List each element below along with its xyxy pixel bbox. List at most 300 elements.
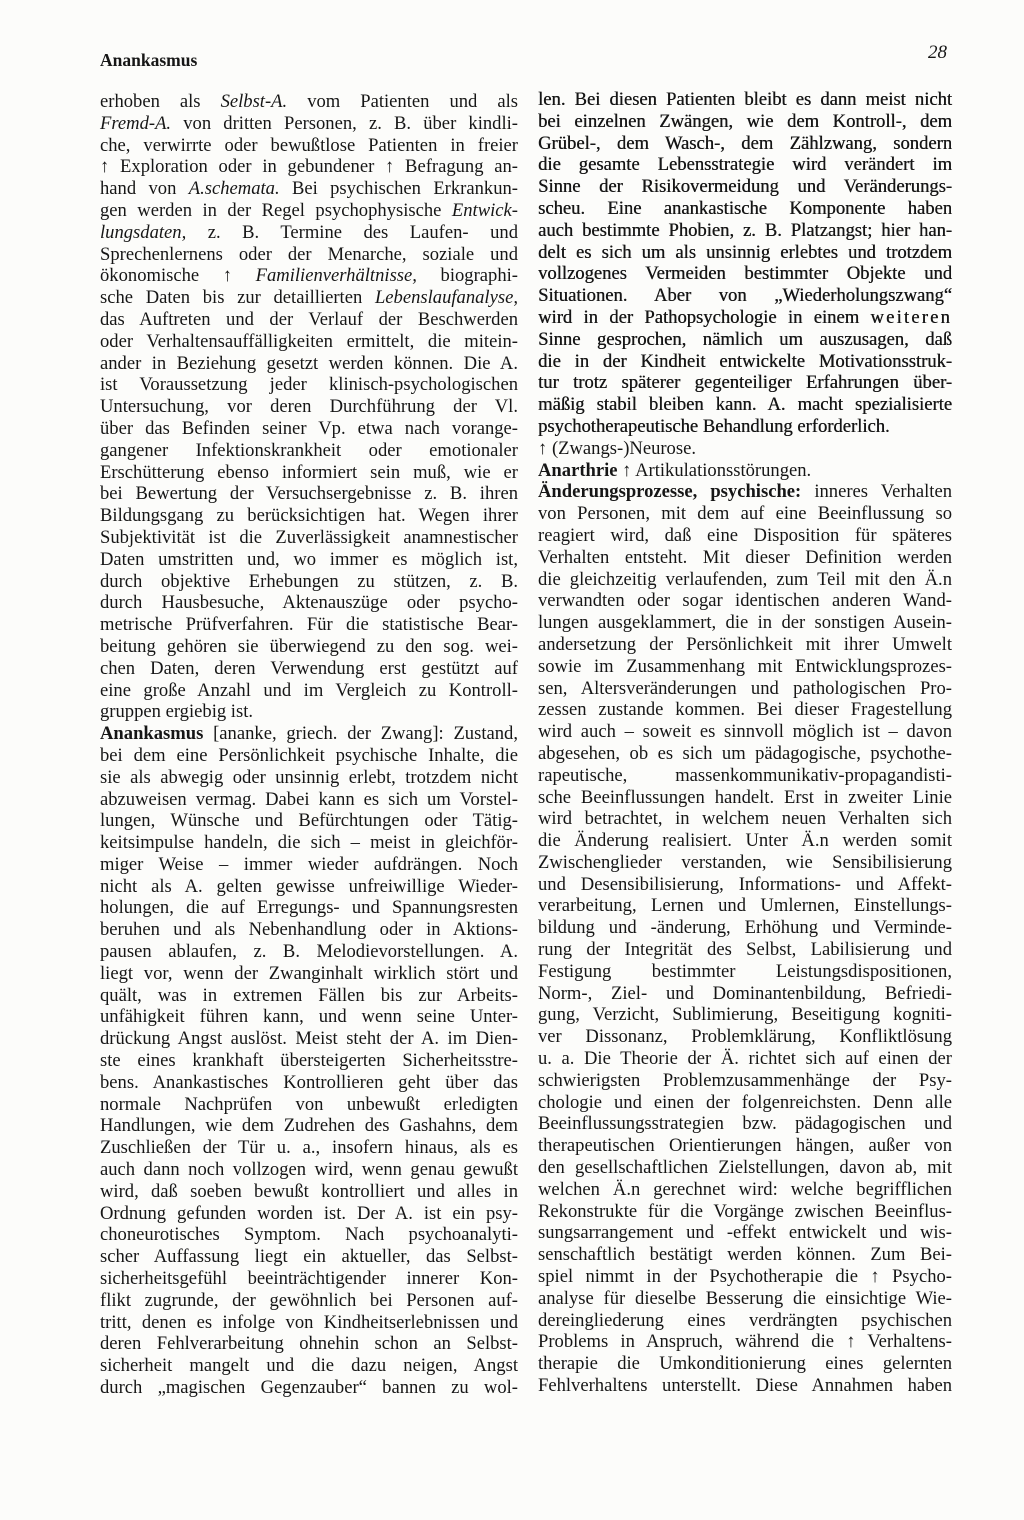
line-content bbox=[100, 592, 518, 613]
text-line bbox=[538, 808, 952, 830]
line-content bbox=[538, 983, 952, 1004]
text-line bbox=[538, 721, 952, 743]
line-content bbox=[538, 176, 952, 197]
line-content bbox=[100, 1006, 518, 1027]
text-line bbox=[100, 1246, 518, 1268]
text-run: die gleichzeitig verlaufenden, zum Teil mit den Ä.n bbox=[538, 568, 952, 590]
line-content bbox=[538, 198, 952, 219]
text-line bbox=[538, 525, 952, 547]
text-run: analyse für dieselbe Besserung die einsichtige Wie- bbox=[538, 1287, 952, 1309]
text-run: sche Daten bis zur detaillierten bbox=[100, 287, 375, 309]
line-content bbox=[538, 1135, 952, 1156]
text-line bbox=[100, 244, 518, 266]
text-line bbox=[100, 985, 518, 1007]
text-line bbox=[100, 1072, 518, 1094]
text-run: scher Auffassung liegt ein aktueller, das Selbst- bbox=[100, 1246, 518, 1268]
text-run: den gesellschaftlichen Zielstellungen, davon ab, mit bbox=[538, 1157, 952, 1179]
text-line bbox=[538, 351, 952, 373]
line-content bbox=[538, 416, 890, 437]
line-content bbox=[538, 329, 952, 350]
text-run: Ordnung gefunden worden ist. Der A. ist ein psy- bbox=[100, 1202, 518, 1224]
text-line bbox=[100, 745, 518, 767]
line-content bbox=[538, 1222, 952, 1243]
text-run: bens. Anankastisches Kontrollieren geht über das bbox=[100, 1071, 518, 1093]
line-content bbox=[100, 1050, 518, 1071]
right-column bbox=[538, 89, 952, 1397]
text-run: lungen ausgeklammert, die in der sonstigen Ausein- bbox=[538, 612, 952, 634]
text-run: die gesamte Lebensstrategie wird verändert im bbox=[538, 154, 952, 176]
text-line bbox=[100, 1224, 518, 1246]
line-content bbox=[538, 547, 952, 568]
line-content bbox=[538, 1310, 952, 1331]
text-run: wird auch – soweit es sinnvoll möglich ist – davon bbox=[538, 721, 952, 743]
text-line bbox=[538, 1244, 952, 1266]
text-run: auch dann noch vollzogen wird, wenn genau gewußt bbox=[100, 1159, 518, 1181]
line-content bbox=[538, 285, 952, 306]
line-content bbox=[538, 1157, 952, 1178]
line-content bbox=[538, 1026, 952, 1047]
text-run: abgesehen, ob es sich um pädagogische, psychothe- bbox=[538, 742, 952, 764]
italic-term: Fremd-A. bbox=[100, 112, 172, 134]
text-run: andersetzung der Persönlichkeit mit ihrer Umwelt bbox=[538, 633, 952, 655]
text-run: wird in der Pathopsychologie in einem bbox=[538, 306, 871, 328]
text-run: dereingliederung eines verdrängten psychischen bbox=[538, 1309, 952, 1331]
line-content bbox=[100, 1137, 518, 1158]
text-line bbox=[538, 133, 952, 155]
line-content bbox=[100, 287, 518, 308]
text-run: len. Bei diesen Patienten bleibt es dann meist nicht bbox=[538, 89, 952, 110]
line-content bbox=[538, 569, 952, 590]
text-line bbox=[100, 680, 518, 702]
text-line bbox=[100, 200, 518, 222]
text-line bbox=[538, 1266, 952, 1288]
text-line bbox=[100, 636, 518, 658]
text-line bbox=[538, 1375, 952, 1397]
text-line bbox=[100, 396, 518, 418]
text-line bbox=[100, 287, 518, 309]
text-line bbox=[538, 111, 952, 133]
text-line bbox=[100, 91, 518, 113]
line-content bbox=[538, 1179, 952, 1200]
text-line bbox=[100, 374, 518, 396]
text-run: Norm-, Ziel- und Dominantenbildung, Befriedi- bbox=[538, 982, 952, 1004]
text-run: Beeinflussungsstrategien bzw. pädagogischen und bbox=[538, 1113, 952, 1135]
line-content bbox=[100, 985, 518, 1006]
text-run: vom Patienten und als bbox=[287, 91, 519, 112]
page-number: 28 bbox=[928, 42, 947, 63]
text-run: choneurotisches Symptom. Nach psychoanalyti- bbox=[100, 1224, 518, 1246]
line-content bbox=[538, 1004, 952, 1025]
text-line bbox=[538, 154, 952, 176]
text-run: ist Voraussetzung jeder klinisch-psychologischen bbox=[100, 374, 518, 396]
headword: Anarthrie bbox=[538, 459, 618, 481]
line-content bbox=[538, 939, 952, 960]
headword: Änderungsprozesse, psychische: bbox=[538, 481, 802, 503]
text-line bbox=[538, 939, 952, 961]
text-run: oder Verhaltensauffälligkeiten ermittelt, die mitein- bbox=[100, 330, 518, 352]
text-line bbox=[100, 658, 518, 680]
text-line bbox=[538, 1092, 952, 1114]
text-run: sche Beeinflussungen handelt. Erst in zweiter Linie bbox=[538, 786, 952, 808]
line-content bbox=[538, 1244, 952, 1265]
text-run: beitung gehören sie überwiegend zu den sog. wei- bbox=[100, 635, 518, 657]
text-line bbox=[100, 505, 518, 527]
text-run: Rekonstrukte für die Vorgänge zwischen Beeinflus- bbox=[538, 1200, 952, 1222]
text-run: reagiert wird, daß eine Disposition für späteres bbox=[538, 524, 952, 546]
text-run: gangener Infektionskrankheit oder emotionaler bbox=[100, 439, 518, 461]
line-content bbox=[538, 351, 952, 372]
line-content bbox=[100, 571, 518, 592]
line-content bbox=[100, 658, 518, 679]
line-content bbox=[100, 331, 518, 352]
text-line bbox=[538, 983, 952, 1005]
text-run: normale Nachprüfen von unbewußt erledigten bbox=[100, 1093, 518, 1115]
text-run: wird, daß soeben bewußt kontrolliert und alles in bbox=[100, 1180, 518, 1202]
text-run: liegt vor, wenn der Zwanginhalt wirklich stört und bbox=[100, 962, 518, 984]
text-line bbox=[538, 1026, 952, 1048]
text-line bbox=[538, 961, 952, 983]
text-line bbox=[100, 353, 518, 375]
line-content bbox=[100, 222, 518, 243]
line-content bbox=[538, 808, 952, 829]
line-content bbox=[538, 307, 952, 328]
line-content bbox=[100, 1312, 518, 1333]
text-line bbox=[100, 156, 518, 178]
text-run: Erschütterung ebenso informiert sein muß, wie er bbox=[100, 461, 518, 483]
line-content bbox=[100, 745, 518, 766]
text-run: tur trotz späterer gegenteiliger Erfahrungen über- bbox=[538, 372, 952, 394]
text-line bbox=[100, 723, 518, 745]
text-line bbox=[538, 1331, 952, 1353]
text-line bbox=[538, 1179, 952, 1201]
line-content bbox=[100, 113, 518, 134]
line-content bbox=[100, 854, 518, 875]
line-content bbox=[100, 1268, 518, 1289]
line-content bbox=[100, 919, 518, 940]
line-content bbox=[100, 396, 518, 417]
text-line bbox=[538, 481, 952, 503]
text-run: Sinne gesprochen, nämlich um auszusagen, daß bbox=[538, 328, 952, 350]
text-line bbox=[100, 789, 518, 811]
italic-term: lungsdaten, bbox=[100, 221, 187, 243]
text-run: Daten umstritten und, wo immer es möglich ist, bbox=[100, 548, 518, 570]
line-content bbox=[538, 1266, 952, 1287]
text-run: mäßig stabil bleiben kann. A. macht spezialisierte bbox=[538, 394, 952, 416]
text-run: deren Fehlverarbeitung ohnehin schon an Selbst- bbox=[100, 1333, 518, 1355]
line-content bbox=[100, 614, 518, 635]
line-content bbox=[538, 481, 952, 502]
text-line bbox=[538, 678, 952, 700]
text-line bbox=[100, 462, 518, 484]
text-run: chologie und einen der folgenreichsten. Denn alle bbox=[538, 1091, 952, 1113]
text-run: therapie die Umkonditionierung eines gelernten bbox=[538, 1353, 952, 1375]
line-content bbox=[100, 1159, 518, 1180]
text-run: die Änderung realisiert. Unter Ä.n werden somit bbox=[538, 830, 952, 852]
text-line bbox=[538, 699, 952, 721]
text-line bbox=[538, 1353, 952, 1375]
text-run: rapeutische, massenkommunikativ-propagandisti- bbox=[538, 764, 952, 786]
line-content bbox=[538, 895, 952, 916]
line-content bbox=[538, 438, 696, 459]
text-line bbox=[100, 178, 518, 200]
text-run: und Desensibilisierung, Informations- und Affekt- bbox=[538, 873, 952, 895]
text-run: durch objektive Erhebungen zu stützen, z. B. bbox=[100, 570, 518, 592]
line-content bbox=[100, 462, 518, 483]
text-run: über das Befinden seiner Vp. etwa nach vorange- bbox=[100, 417, 518, 439]
line-content bbox=[538, 460, 811, 481]
line-content bbox=[100, 723, 518, 744]
text-line bbox=[538, 372, 952, 394]
text-run: scheu. Eine anankastische Komponente haben bbox=[538, 197, 952, 219]
text-line bbox=[100, 1268, 518, 1290]
line-content bbox=[538, 1070, 952, 1091]
text-line bbox=[538, 743, 952, 765]
text-line bbox=[100, 331, 518, 353]
line-content bbox=[100, 1072, 518, 1093]
text-line bbox=[538, 1004, 952, 1026]
line-content bbox=[100, 353, 518, 374]
text-line bbox=[100, 222, 518, 244]
text-run: holungen, die auf Erregungs- und Spannungsresten bbox=[100, 897, 518, 919]
text-line bbox=[538, 590, 952, 612]
text-line bbox=[100, 1028, 518, 1050]
line-content bbox=[100, 1290, 518, 1311]
text-line bbox=[538, 787, 952, 809]
text-run: bei einzelnen Zwängen, wie dem Kontroll-, dem bbox=[538, 110, 952, 132]
line-content bbox=[538, 634, 952, 655]
text-run: spiel nimmt in der Psychotherapie die ↑ Psycho- bbox=[538, 1266, 952, 1288]
text-run: che, verwirrte oder bewußtlose Patienten in freier bbox=[100, 134, 518, 156]
text-line bbox=[538, 89, 952, 111]
line-content bbox=[538, 1092, 952, 1113]
text-run: therapeutischen Orientierungen hängen, außer von bbox=[538, 1135, 952, 1157]
line-content bbox=[538, 612, 952, 633]
text-line bbox=[538, 569, 952, 591]
text-run: unfähigkeit führen kann, und wenn seine Unter- bbox=[100, 1006, 518, 1028]
line-content bbox=[100, 1203, 518, 1224]
text-run: auch bestimmte Phobien, z. B. Platzangst; hier han- bbox=[538, 219, 952, 241]
text-run: durch „magischen Gegenzauber“ bannen zu wol- bbox=[100, 1377, 518, 1399]
text-line bbox=[100, 1203, 518, 1225]
text-line bbox=[538, 765, 952, 787]
text-line bbox=[100, 854, 518, 876]
text-line bbox=[100, 1181, 518, 1203]
text-run: Zuschließen der Tür u. a., insofern hinaus, als es bbox=[100, 1137, 518, 1159]
text-run: Problems in Anspruch, während die ↑ Verhaltens- bbox=[538, 1331, 952, 1353]
line-content bbox=[538, 874, 952, 895]
text-run: Untersuchung, vor deren Durchführung der Vl. bbox=[100, 396, 518, 418]
line-content bbox=[100, 309, 518, 330]
text-run: Festigung bestimmter Leistungsdispositionen, bbox=[538, 960, 952, 982]
headword: Anankasmus bbox=[100, 723, 204, 745]
text-line bbox=[100, 832, 518, 854]
text-line bbox=[100, 701, 518, 723]
line-content bbox=[100, 1115, 518, 1136]
line-content bbox=[538, 743, 952, 764]
text-run: nicht als A. gelten gewisse unfreiwillige Wieder- bbox=[100, 875, 518, 897]
text-run: lungen, Wünsche und Befürchtungen oder Tätig- bbox=[100, 810, 518, 832]
text-line bbox=[100, 113, 518, 135]
text-run: vollzogenes Vermeiden bestimmter Objekte und bbox=[538, 263, 952, 285]
line-content bbox=[100, 876, 518, 897]
text-line bbox=[538, 198, 952, 220]
text-line bbox=[538, 416, 952, 438]
italic-term: Familienverhältnisse, bbox=[255, 265, 417, 287]
text-run: abzuweisen vermag. Dabei kann es sich um Vorstel- bbox=[100, 788, 518, 810]
italic-term: Entwick- bbox=[451, 199, 518, 221]
text-line bbox=[538, 1310, 952, 1332]
text-line bbox=[538, 612, 952, 634]
text-run: sie als abwegig oder unsinnig erlebt, trotzdem nicht bbox=[100, 766, 518, 788]
line-content bbox=[100, 200, 518, 221]
text-line bbox=[538, 874, 952, 896]
line-content bbox=[100, 636, 518, 657]
text-run: welchen Ä.n gerechnet wird: welche begrifflichen bbox=[538, 1178, 952, 1200]
line-content bbox=[100, 1355, 518, 1376]
text-line bbox=[538, 1113, 952, 1135]
line-content bbox=[100, 374, 518, 395]
text-run: hand von bbox=[100, 178, 189, 200]
text-run: verwandten oder sogar identischen anderen Wand- bbox=[538, 590, 952, 612]
text-run: u. a. Die Theorie der Ä. richtet sich auf einen der bbox=[538, 1048, 952, 1070]
text-line bbox=[538, 1222, 952, 1244]
line-content bbox=[538, 372, 952, 393]
text-line bbox=[100, 549, 518, 571]
text-line bbox=[100, 963, 518, 985]
text-run: ↑ (Zwangs-)Neurose. bbox=[538, 437, 696, 459]
text-run: von Personen, mit dem auf eine Beeinflussung so bbox=[538, 503, 952, 525]
text-line bbox=[538, 242, 952, 264]
text-run: biographi- bbox=[416, 265, 518, 287]
text-run: flikt zugrunde, der gewöhnlich bei Personen auf- bbox=[100, 1289, 518, 1311]
line-content bbox=[538, 830, 952, 851]
line-content bbox=[538, 656, 952, 677]
line-content bbox=[538, 917, 952, 938]
line-content bbox=[100, 832, 518, 853]
text-run: sowie im Zusammenhang mit Entwicklungsprozes- bbox=[538, 655, 952, 677]
line-content bbox=[538, 590, 952, 611]
text-line bbox=[100, 767, 518, 789]
line-content bbox=[538, 961, 952, 982]
text-run: gen werden in der Regel psychophysische bbox=[100, 199, 452, 221]
text-run: Bildungsgang zu berücksichtigen hat. Wegen ihrer bbox=[100, 505, 518, 527]
text-line bbox=[538, 895, 952, 917]
text-run: von dritten Personen, z. B. über kindli- bbox=[171, 112, 518, 134]
text-line bbox=[100, 1115, 518, 1137]
text-run: schwierigsten Problemzusammenhänge der Psy- bbox=[538, 1069, 952, 1091]
line-content bbox=[538, 1048, 952, 1069]
text-line bbox=[100, 614, 518, 636]
text-run: miger Weise – immer wieder aufdrängen. Noch bbox=[100, 853, 518, 875]
text-line bbox=[538, 220, 952, 242]
line-content bbox=[100, 91, 518, 112]
line-content bbox=[538, 394, 952, 415]
text-line bbox=[538, 176, 952, 198]
text-line bbox=[100, 1333, 518, 1355]
text-line bbox=[538, 1048, 952, 1070]
line-content bbox=[538, 154, 952, 175]
text-line bbox=[100, 527, 518, 549]
line-content bbox=[538, 503, 952, 524]
left-column bbox=[100, 91, 518, 1399]
text-line bbox=[538, 307, 952, 329]
text-run: wird betrachtet, in welchem neuen Verhalten sich bbox=[538, 808, 952, 830]
text-run: Sprechenlernens oder der Menarche, soziale und bbox=[100, 243, 518, 265]
text-run: beruhen und als Nebenhandlung oder in Aktions- bbox=[100, 919, 518, 941]
text-line bbox=[538, 656, 952, 678]
text-run: senschaftlich bestätigt werden können. Zum Bei- bbox=[538, 1244, 952, 1266]
line-content bbox=[538, 242, 952, 263]
line-content bbox=[100, 1181, 518, 1202]
line-content bbox=[100, 767, 518, 788]
line-content bbox=[100, 789, 518, 810]
text-run: ↑ Artikulationsstörungen. bbox=[617, 459, 812, 481]
text-line bbox=[100, 440, 518, 462]
text-run: verarbeitung, Lernen und Umlernen, Einstellungs- bbox=[538, 895, 952, 917]
line-content bbox=[100, 810, 518, 831]
line-content bbox=[100, 527, 518, 548]
line-content bbox=[538, 1375, 952, 1396]
text-run: ver Dissonanz, Problemklärung, Konfliktlösung bbox=[538, 1026, 952, 1048]
text-line bbox=[100, 810, 518, 832]
text-run: erhoben als bbox=[100, 91, 221, 112]
text-run: pausen ablaufen, z. B. Melodievorstellungen. A. bbox=[100, 941, 518, 963]
text-line bbox=[100, 1050, 518, 1072]
line-content bbox=[538, 111, 952, 132]
text-line bbox=[100, 592, 518, 614]
text-run: rung der Integrität des Selbst, Labilisierung und bbox=[538, 939, 952, 961]
text-run: keitsimpulse handeln, die sich – meist in gleichför- bbox=[100, 832, 518, 854]
line-content bbox=[100, 1224, 518, 1245]
text-run: ökonomische ↑ bbox=[100, 265, 256, 287]
text-run: ↑ Exploration oder in gebundener ↑ Befragung an- bbox=[100, 156, 518, 178]
text-line bbox=[100, 265, 518, 287]
line-content bbox=[538, 525, 952, 546]
line-content bbox=[100, 1333, 518, 1354]
text-run: bei Bewertung der Versuchsergebnisse z. B. ihren bbox=[100, 483, 518, 505]
line-content bbox=[538, 1288, 952, 1309]
text-line bbox=[538, 1288, 952, 1310]
line-content bbox=[538, 765, 952, 786]
running-head: Anankasmus bbox=[100, 50, 198, 70]
line-content bbox=[538, 1353, 952, 1374]
text-run: chen Daten, deren Verwendung erst gestützt auf bbox=[100, 657, 518, 679]
text-run: Verhalten entsteht. Mit dieser Definition werden bbox=[538, 546, 952, 568]
text-line bbox=[538, 1157, 952, 1179]
line-content bbox=[100, 1246, 518, 1267]
text-run: z. B. Termine des Laufen- und bbox=[186, 221, 518, 243]
text-run: gruppen ergiebig ist. bbox=[100, 701, 254, 723]
text-run: inneres Verhalten bbox=[801, 481, 952, 503]
text-run: bildung und -änderung, Erhöhung und Verminde- bbox=[538, 917, 952, 939]
text-run: Situationen. Aber von „Wiederholungszwang“ bbox=[538, 285, 952, 307]
italic-term: Lebenslaufanalyse, bbox=[374, 287, 518, 309]
text-line bbox=[100, 876, 518, 898]
text-run: Grübel-, dem Wasch-, dem Zählzwang, sondern bbox=[538, 132, 952, 154]
text-line bbox=[538, 394, 952, 416]
text-line bbox=[538, 1070, 952, 1092]
text-run: ste eines krankhaft übersteigerten Sicherheitsstre- bbox=[100, 1050, 518, 1072]
text-line bbox=[538, 830, 952, 852]
text-run: bei dem eine Persönlichkeit psychische Inhalte, die bbox=[100, 744, 518, 766]
line-content bbox=[538, 1113, 952, 1134]
text-run: delt es sich um als unsinnig erlebtes und trotzdem bbox=[538, 241, 952, 263]
text-line bbox=[538, 438, 952, 460]
line-content bbox=[100, 1028, 518, 1049]
text-run: [ananke, griech. der Zwang]: Zustand, bbox=[203, 723, 518, 745]
line-content bbox=[538, 721, 952, 742]
text-line bbox=[538, 1135, 952, 1157]
